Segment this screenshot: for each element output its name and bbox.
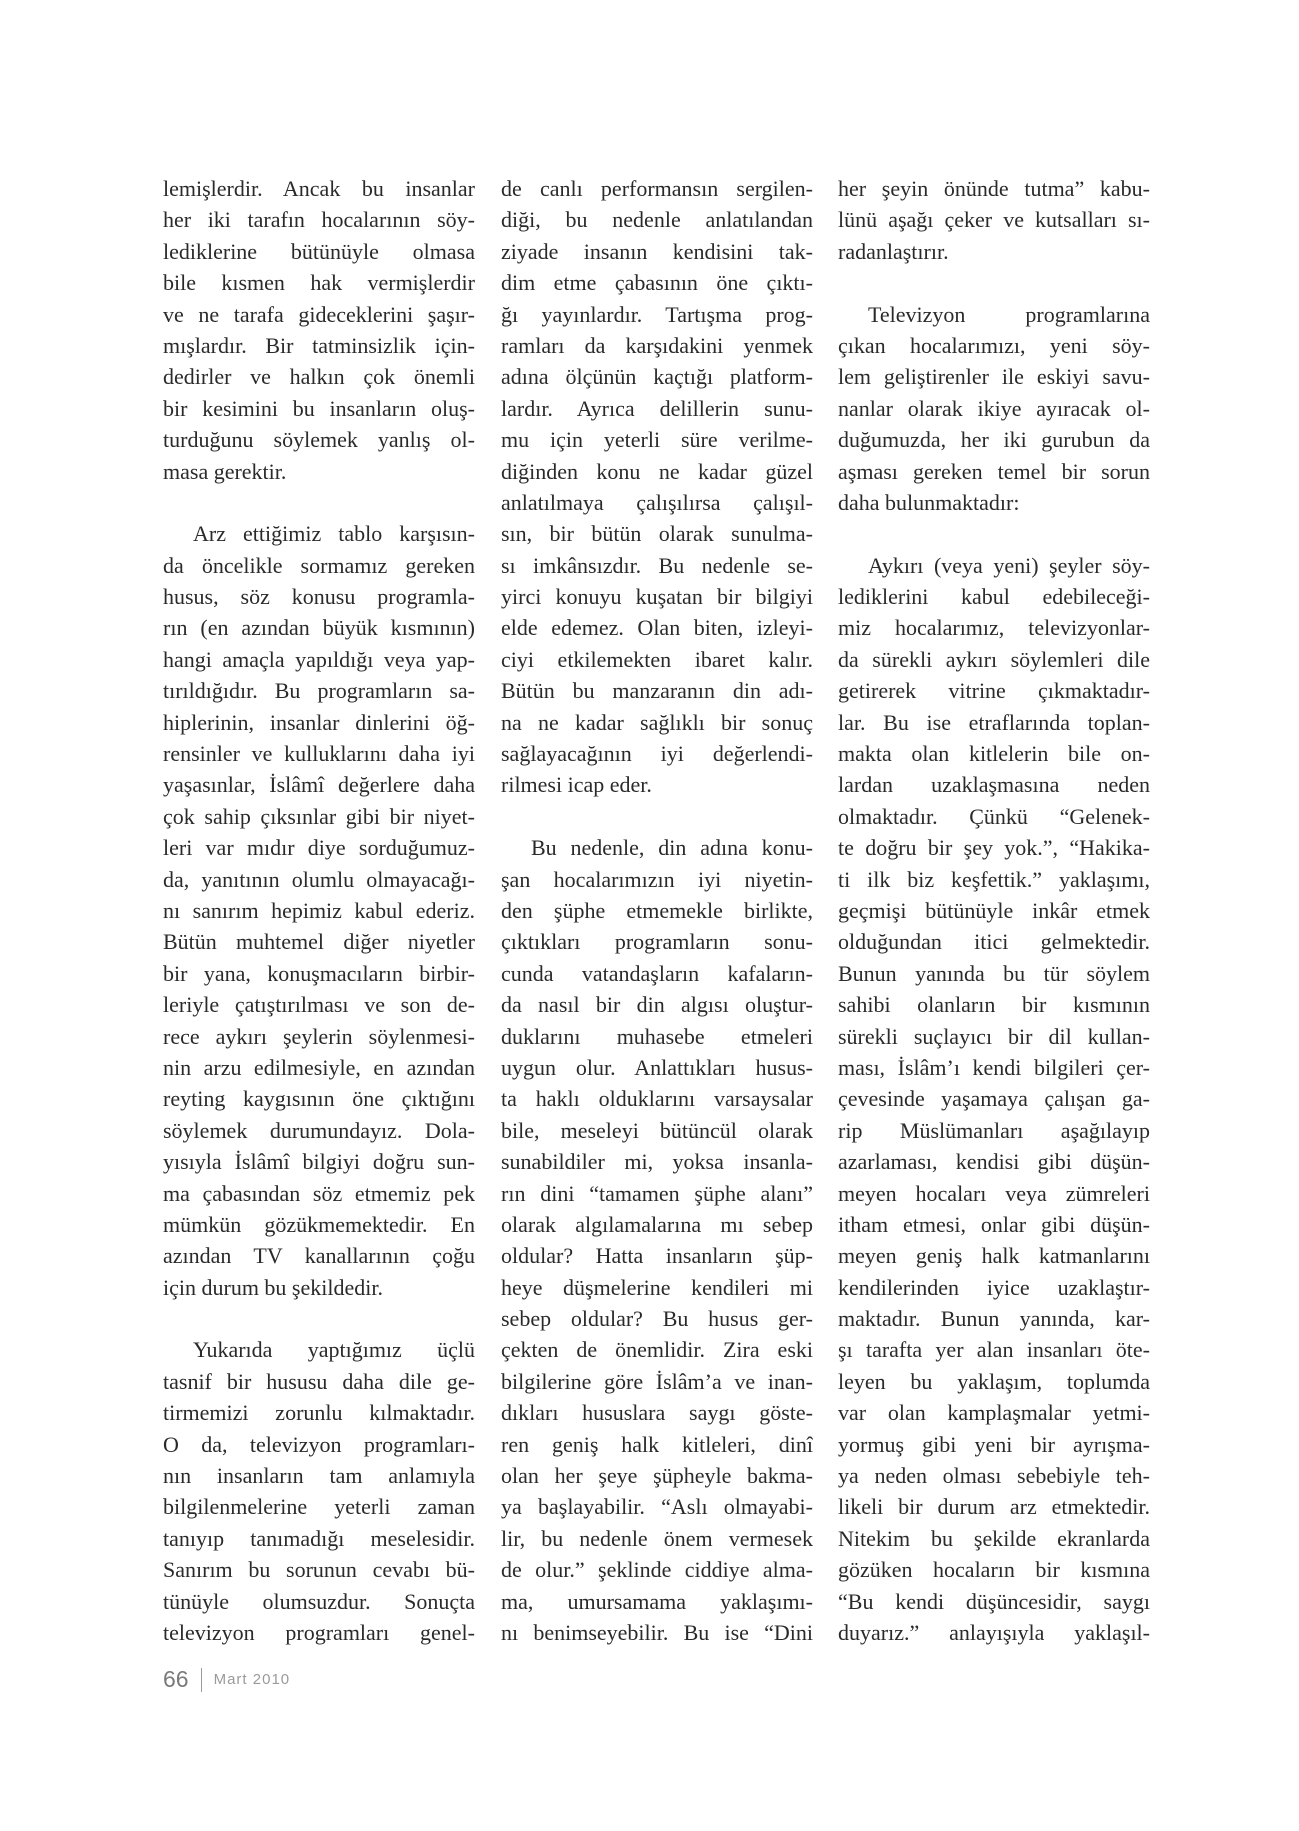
paragraph (163, 1334, 475, 1648)
text-line: anlatılmaya çalışılırsa çalışıl- (501, 489, 813, 515)
text-line: da sürekli aykırı söylemleri dile (838, 646, 1150, 672)
text-line: lardır. Ayrıca delillerin sunu- (501, 395, 813, 421)
text-line: da, yanıtının olumlu olmayacağı- (163, 866, 475, 892)
text-line: ciyi etkilemekten ibaret kalır. (501, 646, 813, 672)
paragraph-gap (838, 518, 1150, 549)
text-line: elde edemez. Olan biten, izleyi- (501, 615, 813, 641)
text-line: duğumuzda, her iki gurubun da (838, 427, 1150, 453)
text-line: Bu nedenle, din adına konu- (531, 835, 813, 861)
text-line: şı tarafta yer alan insanları öte- (838, 1337, 1150, 1363)
text-line: ta haklı olduklarını varsaysalar (501, 1086, 813, 1112)
text-line: Bütün muhtemel diğer niyetler (163, 929, 475, 955)
text-line: olarak algılamalarına mı sebep (501, 1211, 813, 1237)
text-line: bir yana, konuşmacıların birbir- (163, 960, 475, 986)
text-line: Bunun yanında bu tür söylem (838, 960, 1150, 986)
text-line: azarlaması, kendisi gibi düşün- (838, 1149, 1150, 1175)
text-line: husus, söz konusu programla- (163, 584, 475, 610)
text-line: sağlayacağının iyi değerlendi- (501, 741, 813, 767)
text-line: adına ölçünün kaçtığı platform- (501, 364, 813, 390)
text-line: sahibi olanların bir kısmının (838, 992, 1150, 1018)
footer-divider (201, 1668, 202, 1692)
text-line: rip Müslümanları aşağılayıp (838, 1117, 1150, 1143)
text-line: gözüken hocaların bir kısmına (838, 1557, 1150, 1583)
text-line: nı sanırım hepimiz kabul ederiz. (163, 897, 475, 923)
text-line: uygun olur. Anlattıkları husus- (501, 1054, 813, 1080)
text-line: tasnif bir hususu daha dile ge- (163, 1368, 475, 1394)
text-line: te doğru bir şey yok.”, “Hakika- (838, 835, 1150, 861)
text-line: leyen bu yaklaşım, toplumda (838, 1368, 1150, 1394)
text-line: lardan uzaklaşmasına neden (838, 772, 1150, 798)
text-line: turduğunu söylemek yanlış ol- (163, 427, 475, 453)
text-line: duyarız.” anlayışıyla yaklaşıl- (838, 1619, 1150, 1645)
text-line: televizyon programları genel- (163, 1619, 475, 1645)
text-line: bile, meseleyi bütüncül olarak (501, 1117, 813, 1143)
text-line: heye düşmelerine kendileri mi (501, 1274, 813, 1300)
paragraph-gap (163, 487, 475, 518)
text-line: da öncelikle sormamız gereken (163, 552, 475, 578)
text-line: bilgilenmelerine yeterli zaman (163, 1494, 475, 1520)
text-line: leriyle çatıştırılması ve son de- (163, 992, 475, 1018)
text-line: meyen hocaları veya zümreleri (838, 1180, 1150, 1206)
text-line: de olur.” şeklinde ciddiye alma- (501, 1557, 813, 1583)
text-line: olan her şeye şüpheyle bakma- (501, 1463, 813, 1489)
text-line: diğinden konu ne kadar güzel (501, 458, 813, 484)
text-line: sebep oldular? Bu husus ger- (501, 1306, 813, 1332)
text-line: nın insanların tam anlamıyla (163, 1463, 475, 1489)
text-line: ma, umursamama yaklaşımı- (501, 1588, 813, 1614)
text-line: sunabildiler mi, yoksa insanla- (501, 1149, 813, 1175)
paragraph-gap (501, 801, 813, 832)
paragraph (501, 832, 813, 1648)
text-line: her iki tarafın hocalarının söy- (163, 207, 475, 233)
text-line: tanıyıp tanımadığı meselesidir. (163, 1525, 475, 1551)
text-line: de canlı performansın sergilen- (501, 176, 813, 201)
text-line: yormuş gibi yeni bir ayrışma- (838, 1431, 1150, 1457)
text-line: yısıyla İslâmî bilgiyi doğru sun- (163, 1149, 475, 1175)
text-line: çıktıkları programların sonu- (501, 929, 813, 955)
text-line: Sanırım bu sorunun cevabı bü- (163, 1557, 475, 1583)
text-line: meyen geniş halk katmanlarını (838, 1243, 1150, 1269)
text-line: yirci konuyu kuşatan bir bilgiyi (501, 584, 813, 610)
text-line: tırıldığıdır. Bu programların sa- (163, 678, 475, 704)
text-line: kendilerinden iyice uzaklaştır- (838, 1274, 1150, 1300)
text-column-3 (838, 173, 1150, 1648)
text-line: olmaktadır. Çünkü “Gelenek- (838, 803, 1150, 829)
text-line: lem geliştirenler ile eskiyi savu- (838, 364, 1150, 390)
text-line: bilgilerine göre İslâm’a ve inan- (501, 1368, 813, 1394)
text-line: ması, İslâm’ı kendi bilgileri çer- (838, 1054, 1150, 1080)
text-line: geçmişi bütünüyle inkâr etmek (838, 897, 1150, 923)
text-line: Nitekim bu şekilde ekranlarda (838, 1525, 1150, 1551)
text-line: ramları da karşıdakini yenmek (501, 332, 813, 358)
text-line: bile kısmen hak vermişlerdir (163, 270, 475, 296)
text-line: Bütün bu manzaranın din adı- (501, 678, 813, 704)
text-line: den şüphe etmemekle birlikte, (501, 897, 813, 923)
text-line: var olan kamplaşmalar yetmi- (838, 1400, 1150, 1426)
text-line: rın (en azından büyük kısmının) (163, 615, 475, 641)
text-line: için durum bu şekildedir. (163, 1274, 383, 1300)
text-line: daha bulunmaktadır: (838, 489, 1020, 515)
text-line: lediklerini kabul edebileceği- (838, 584, 1150, 610)
text-line: sürekli suçlayıcı bir dil kullan- (838, 1023, 1150, 1049)
paragraph-gap (838, 267, 1150, 298)
text-line: çok sahip çıksınlar gibi bir niyet- (163, 803, 475, 829)
text-line: lünü aşağı çeker ve kutsalları sı- (838, 207, 1150, 233)
text-line: her şeyin önünde tutma” kabu- (838, 176, 1150, 201)
text-line: Aykırı (veya yeni) şeyler söy- (868, 552, 1150, 578)
text-line: diği, bu nedenle anlatılandan (501, 207, 813, 233)
text-line: ren geniş halk kitleleri, dinî (501, 1431, 813, 1457)
text-line: da nasıl bir din algısı oluştur- (501, 992, 813, 1018)
text-line: tünüyle olumsuzdur. Sonuçta (163, 1588, 475, 1614)
text-line: ziyade insanın kendisini tak- (501, 238, 813, 264)
text-line: mümkün gözükmemektedir. En (163, 1211, 475, 1237)
text-line: dedirler ve halkın çok önemli (163, 364, 475, 390)
text-line: dıkları hususlara saygı göste- (501, 1400, 813, 1426)
text-line: lar. Bu ise etraflarında toplan- (838, 709, 1150, 735)
text-line: reyting kaygısının öne çıktığını (163, 1086, 475, 1112)
text-line: çekten de önemlidir. Zira eski (501, 1337, 813, 1363)
text-line: miz hocalarımız, televizyonlar- (838, 615, 1150, 641)
text-line: bir kesimini bu insanların oluş- (163, 395, 475, 421)
issue-date: Mart 2010 (213, 1671, 291, 1688)
text-line: lir, bu nedenle önem vermesek (501, 1525, 813, 1551)
text-line: O da, televizyon programları- (163, 1431, 475, 1457)
text-line: lediklerine bütünüyle olmasa (163, 238, 475, 264)
text-column-1 (163, 173, 475, 1648)
text-line: rensinler ve kulluklarını daha iyi (163, 741, 475, 767)
paragraph (163, 518, 475, 1303)
text-line: getirerek vitrine çıkmaktadır- (838, 678, 1150, 704)
text-line: Televizyon programlarına (868, 301, 1150, 327)
text-line: lemişlerdir. Ancak bu insanlar (163, 176, 475, 201)
paragraph (501, 173, 813, 801)
paragraph (838, 299, 1150, 519)
text-line: çıkan hocalarımızı, yeni söy- (838, 332, 1150, 358)
text-line: ya neden olması sebebiyle teh- (838, 1463, 1150, 1489)
text-line: çevesinde yaşamaya çalışan ga- (838, 1086, 1150, 1112)
text-line: “Bu kendi düşüncesidir, saygı (838, 1588, 1150, 1614)
text-line: oldular? Hatta insanların şüp- (501, 1243, 813, 1269)
text-line: radanlaştırır. (838, 238, 949, 264)
text-line: ve ne tarafa gideceklerini şaşır- (163, 301, 475, 327)
text-line: sın, bir bütün olarak sunulma- (501, 521, 813, 547)
text-line: rın dini “tamamen şüphe alanı” (501, 1180, 813, 1206)
text-line: olduğundan itici gelmektedir. (838, 929, 1150, 955)
text-line: Arz ettiğimiz tablo karşısın- (193, 521, 475, 547)
text-line: ya başlayabilir. “Aslı olmayabi- (501, 1494, 813, 1520)
text-line: cunda vatandaşların kafaların- (501, 960, 813, 986)
text-line: ma çabasından söz etmemiz pek (163, 1180, 475, 1206)
text-line: aşması gereken temel bir sorun (838, 458, 1150, 484)
page-number: 66 (163, 1666, 189, 1692)
text-line: makta olan kitlelerin bile on- (838, 741, 1150, 767)
text-line: tirmemizi zorunlu kılmaktadır. (163, 1400, 475, 1426)
paragraph (838, 173, 1150, 267)
text-line: Yukarıda yaptığımız üçlü (193, 1337, 475, 1363)
text-line: nanlar olarak ikiye ayıracak ol- (838, 395, 1150, 421)
text-line: nin arzu edilmesiyle, en azından (163, 1054, 475, 1080)
text-line: şan hocalarımızın iyi niyetin- (501, 866, 813, 892)
text-line: sı imkânsızdır. Bu nedenle se- (501, 552, 813, 578)
text-line: na ne kadar sağlıklı bir sonuç (501, 709, 813, 735)
text-line: hangi amaçla yapıldığı veya yap- (163, 646, 475, 672)
text-line: ğı yayınlardır. Tartışma prog- (501, 301, 813, 327)
text-line: nı benimseyebilir. Bu ise “Dini (501, 1619, 813, 1645)
text-line: mu için yeterli süre verilme- (501, 427, 813, 453)
text-line: mışlardır. Bir tatminsizlik için- (163, 332, 475, 358)
text-line: söylemek durumundayız. Dola- (163, 1117, 475, 1143)
text-line: itham etmesi, onlar gibi düşün- (838, 1211, 1150, 1237)
text-line: leri var mıdır diye sorduğumuz- (163, 835, 475, 861)
page-footer (163, 1666, 290, 1693)
text-line: rilmesi icap eder. (501, 772, 652, 798)
paragraph (838, 550, 1150, 1649)
text-line: dim etme çabasının öne çıktı- (501, 270, 813, 296)
text-line: likeli bir durum arz etmektedir. (838, 1494, 1150, 1520)
text-line: maktadır. Bunun yanında, kar- (838, 1306, 1150, 1332)
text-line: masa gerektir. (163, 458, 287, 484)
paragraph (163, 173, 475, 487)
paragraph-gap (163, 1303, 475, 1334)
text-line: hiplerinin, insanlar dinlerini öğ- (163, 709, 475, 735)
text-line: ti ilk biz keşfettik.” yaklaşımı, (838, 866, 1150, 892)
text-column-2 (501, 173, 813, 1648)
text-line: duklarını muhasebe etmeleri (501, 1023, 813, 1049)
text-line: yaşasınlar, İslâmî değerlere daha (163, 772, 475, 798)
text-line: azından TV kanallarının çoğu (163, 1243, 475, 1269)
text-line: rece aykırı şeylerin söylenmesi- (163, 1023, 475, 1049)
